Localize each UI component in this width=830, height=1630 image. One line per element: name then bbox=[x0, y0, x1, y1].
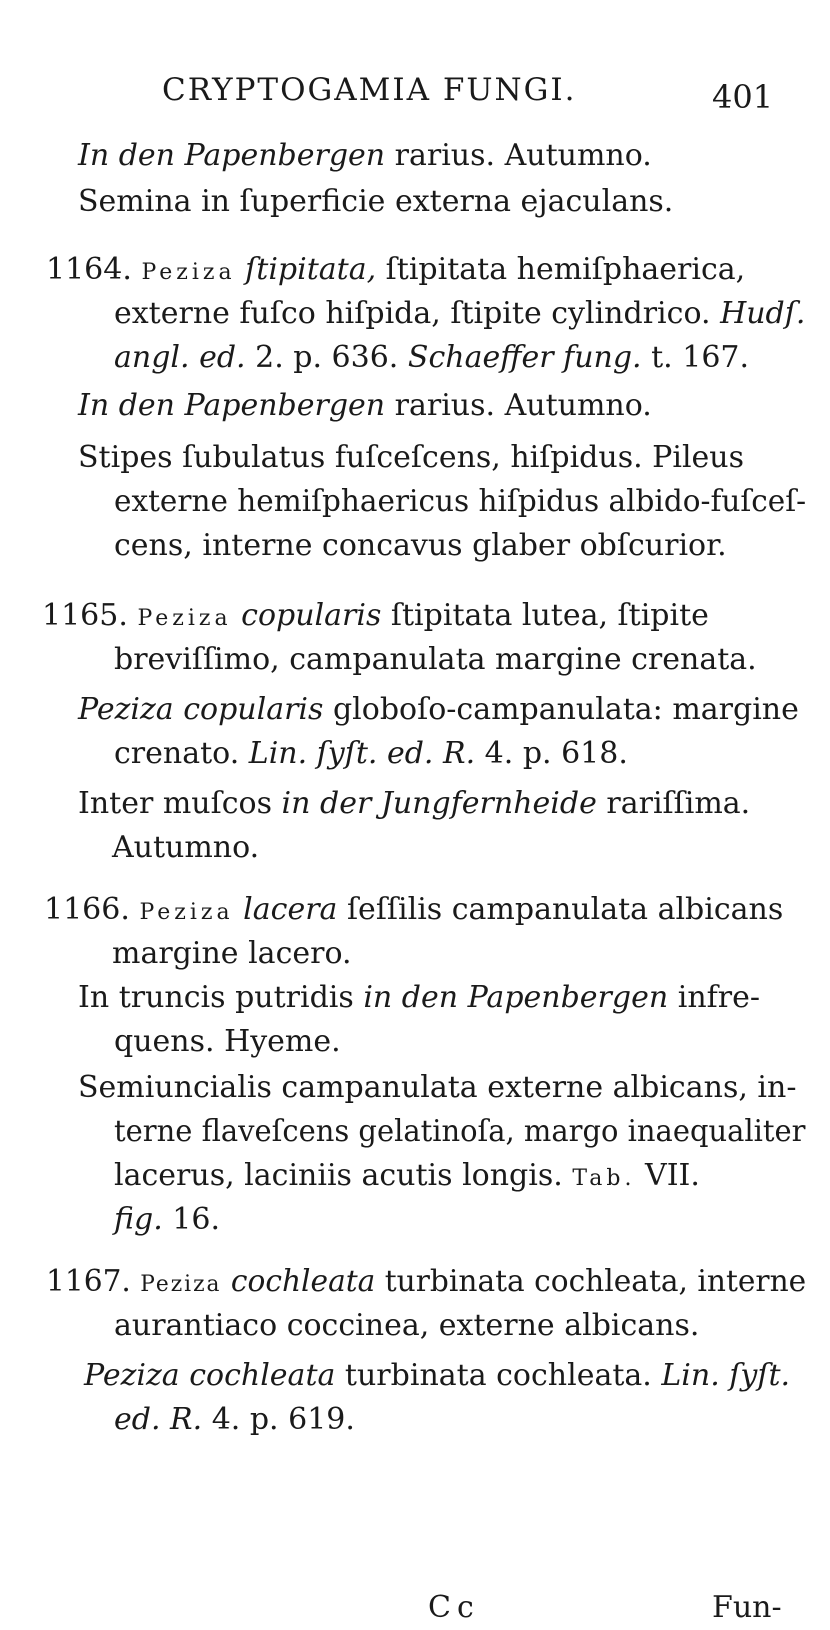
locality: In den Papenbergen bbox=[78, 138, 386, 173]
synonym-name: Peziza copularis bbox=[78, 692, 324, 727]
genus-name: Peziza bbox=[139, 900, 234, 925]
habitat-line bbox=[78, 782, 750, 826]
citation: angl. ed. bbox=[114, 340, 246, 375]
synonym-name: Peziza cochleata bbox=[84, 1358, 336, 1393]
text-run: 4. p. 618. bbox=[475, 736, 628, 771]
text-run: 4. p. 619. bbox=[202, 1402, 355, 1437]
entry-line: aurantiaco coccinea, externe albicans. bbox=[114, 1308, 700, 1343]
description-line bbox=[114, 1154, 700, 1201]
intro-line bbox=[78, 134, 652, 178]
text-run: 16. bbox=[162, 1202, 220, 1237]
description-line: terne flaveſcens gelatinoſa, margo inaequaliter bbox=[114, 1114, 806, 1149]
citation: Lin. ſyſt. ed. R. bbox=[248, 736, 476, 771]
text-run: rarius. Autumno. bbox=[385, 138, 652, 173]
text-run: Inter muſcos bbox=[78, 786, 282, 821]
text-run: t. 167. bbox=[641, 340, 750, 375]
entry-line: margine lacero. bbox=[112, 936, 352, 971]
text-run: lacerus, laciniis acutis longis. bbox=[114, 1158, 573, 1193]
entry-line bbox=[114, 292, 805, 336]
page-footer bbox=[0, 1590, 830, 1630]
plate-reference: Tab. bbox=[572, 1166, 636, 1191]
citation: Lin. ſyſt. bbox=[661, 1358, 791, 1393]
description-line: Stipes ſubulatus fuſceſcens, hiſpidus. Pileus bbox=[78, 440, 745, 475]
description-line: Semiuncialis campanulata externe albicans, in- bbox=[78, 1070, 797, 1105]
text-run: In truncis putridis bbox=[78, 980, 364, 1015]
synonym-line bbox=[78, 688, 799, 732]
entry-heading bbox=[42, 594, 709, 641]
entry-number: 1167. bbox=[46, 1264, 131, 1299]
synonym-line bbox=[114, 732, 628, 776]
page-number: 401 bbox=[712, 78, 774, 116]
catchword: Fun- bbox=[712, 1590, 782, 1625]
genus-name: Peziza bbox=[140, 1272, 222, 1297]
text-run: ſtipitata hemiſphaerica, bbox=[376, 252, 746, 287]
entry-heading bbox=[46, 248, 745, 295]
text-run: 2. p. 636. bbox=[245, 340, 408, 375]
text-run: globoſo-campanulata: margine bbox=[323, 692, 799, 727]
text-run: rariſſima. bbox=[596, 786, 751, 821]
entry-line bbox=[114, 336, 749, 380]
description-line bbox=[114, 1198, 220, 1242]
running-head bbox=[0, 72, 830, 116]
entry-line: breviſſimo, campanulata margine crenata. bbox=[114, 642, 757, 677]
habitat-line: Autumno. bbox=[112, 830, 260, 865]
citation: ed. R. bbox=[114, 1402, 203, 1437]
entry-heading bbox=[46, 1260, 806, 1307]
text-run: VII. bbox=[635, 1158, 700, 1193]
intro-line: Semina in ſuperficie externa ejaculans. bbox=[78, 184, 674, 219]
species-name: ſtipitata, bbox=[245, 252, 377, 287]
locality: in den Papenbergen bbox=[363, 980, 669, 1015]
synonym-line bbox=[84, 1354, 790, 1398]
synonym-line bbox=[114, 1398, 355, 1442]
text-run: externe fuſco hiſpida, ſtipite cylindrico. bbox=[114, 296, 721, 331]
habitat-line bbox=[78, 976, 760, 1020]
entry-number: 1165. bbox=[42, 598, 128, 633]
signature-mark: Cc bbox=[428, 1590, 480, 1625]
species-name: copularis bbox=[241, 598, 382, 633]
entry-heading bbox=[44, 888, 783, 935]
text-run: rarius. Autumno. bbox=[385, 388, 652, 423]
text-run: infre- bbox=[668, 980, 760, 1015]
locality: in der Jungfernheide bbox=[281, 786, 597, 821]
text-run: ſtipitata lutea, ſtipite bbox=[381, 598, 709, 633]
text-run: ſeſſilis campanulata albicans bbox=[337, 892, 784, 927]
genus-name: Peziza bbox=[137, 606, 232, 631]
description-line: cens, interne concavus glaber obſcurior. bbox=[114, 528, 727, 563]
locality: In den Papenbergen bbox=[78, 388, 386, 423]
page-title: CRYPTOGAMIA FUNGI. bbox=[162, 72, 577, 108]
species-name: cochleata bbox=[230, 1264, 376, 1299]
text-run: turbinata cochleata. bbox=[335, 1358, 662, 1393]
text-run: turbinata cochleata, interne bbox=[375, 1264, 807, 1299]
citation: Hudſ. bbox=[720, 296, 806, 331]
habitat-line bbox=[78, 384, 652, 428]
habitat-line: quens. Hyeme. bbox=[114, 1024, 341, 1059]
entry-number: 1166. bbox=[44, 892, 130, 927]
entry-number: 1164. bbox=[46, 252, 132, 287]
species-name: lacera bbox=[243, 892, 338, 927]
text-run: crenato. bbox=[114, 736, 249, 771]
description-line: externe hemiſphaericus hiſpidus albido-fuſceſ- bbox=[114, 484, 807, 519]
genus-name: Peziza bbox=[141, 260, 236, 285]
figure-label: fig. bbox=[114, 1202, 163, 1237]
citation: Schaeffer fung. bbox=[407, 340, 642, 375]
